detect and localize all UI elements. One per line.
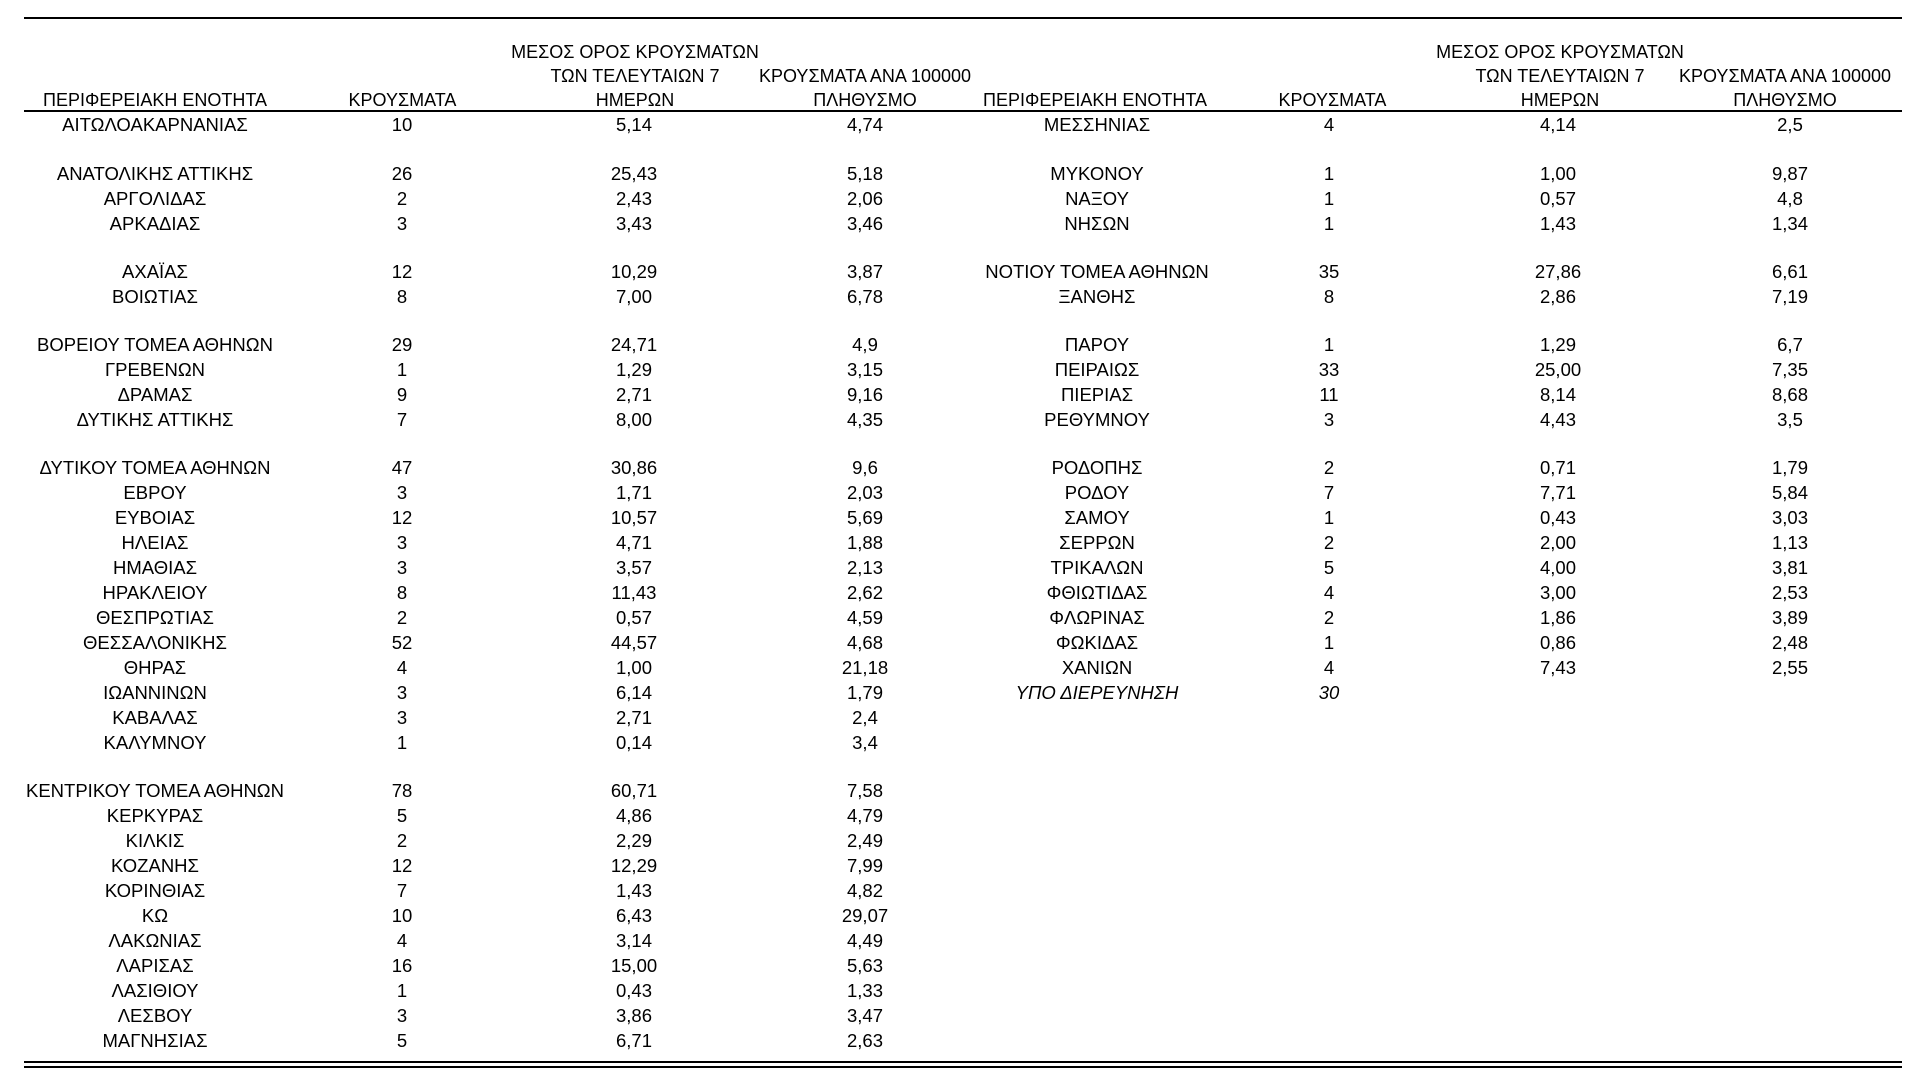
table-cell-region: ΑΙΤΩΛΟΑΚΑΡΝΑΝΙΑΣ <box>62 114 248 135</box>
table-cell-per100k: 2,49 <box>846 830 884 851</box>
header-per100k-line1: ΚΡΟΥΣΜΑΤΑ ΑΝΑ 100000 <box>1679 66 1891 86</box>
table-cell-region: ΑΡΓΟΛΙΔΑΣ <box>103 188 207 209</box>
table-cell-region: ΗΜΑΘΙΑΣ <box>112 557 198 578</box>
table-cell-cases: 4 <box>396 657 408 678</box>
table-cell-per100k: 6,61 <box>1771 261 1809 282</box>
table-cell-region: ΔΡΑΜΑΣ <box>117 384 193 405</box>
table-cell-per100k: 4,74 <box>846 114 884 135</box>
table-cell-per100k: 2,13 <box>846 557 884 578</box>
table-cell-per100k: 3,87 <box>846 261 884 282</box>
table-cell-per100k: 7,19 <box>1771 286 1809 307</box>
table-cell-per100k: 1,13 <box>1771 532 1809 553</box>
table-cell-cases: 7 <box>396 880 408 901</box>
table-cell-avg: 6,71 <box>615 1030 653 1051</box>
table-cell-cases: 2 <box>1323 457 1335 478</box>
table-cell-avg: 4,00 <box>1539 557 1577 578</box>
table-cell-cases: 3 <box>1323 409 1335 430</box>
table-cell-per100k: 4,35 <box>846 409 884 430</box>
table-cell-cases: 5 <box>396 1030 408 1051</box>
table-cell-per100k: 7,99 <box>846 855 884 876</box>
table-cell-region: ΡΟΔΟΥ <box>1064 482 1130 503</box>
table-cell-region: ΚΩ <box>141 905 169 926</box>
table-cell-avg: 2,43 <box>615 188 653 209</box>
table-cell-avg: 24,71 <box>610 334 658 355</box>
table-cell-region: ΑΡΚΑΔΙΑΣ <box>109 213 201 234</box>
header-avg-line2: ΤΩΝ ΤΕΛΕΥΤΑΙΩΝ 7 <box>550 66 720 86</box>
table-cell-avg: 0,71 <box>1539 457 1577 478</box>
table-cell-per100k: 7,35 <box>1771 359 1809 380</box>
table-cell-avg: 0,57 <box>615 607 653 628</box>
header-avg-right <box>1425 40 1695 112</box>
header-region-label: ΠΕΡΙΦΕΡΕΙΑΚΗ ΕΝΟΤΗΤΑ <box>982 90 1208 110</box>
table-cell-region: ΛΕΣΒΟΥ <box>117 1005 193 1026</box>
table-cell-cases: 1 <box>1323 163 1335 184</box>
table-cell-cases: 4 <box>1323 582 1335 603</box>
table-cell-cases: 2 <box>396 188 408 209</box>
table-cell-region: ΘΗΡΑΣ <box>123 657 187 678</box>
table-cell-avg: 15,00 <box>610 955 658 976</box>
table-cell-avg: 7,71 <box>1539 482 1577 503</box>
table-cell-cases: 1 <box>1323 213 1335 234</box>
table-cell-cases: 3 <box>396 707 408 728</box>
table-cell-region: ΙΩΑΝΝΙΝΩΝ <box>103 682 207 703</box>
table-cell-region: ΜΕΣΣΗΝΙΑΣ <box>1043 114 1151 135</box>
table-cell-avg: 1,00 <box>1539 163 1577 184</box>
table-cell-per100k: 1,34 <box>1771 213 1809 234</box>
table-cell-avg: 1,71 <box>615 482 653 503</box>
table-cell-region: ΚΙΛΚΙΣ <box>125 830 185 851</box>
table-cell-cases: 10 <box>391 114 413 135</box>
table-cell-avg: 25,43 <box>610 163 658 184</box>
table-cell-cases: 3 <box>396 482 408 503</box>
table-cell-per100k: 1,79 <box>846 682 884 703</box>
table-cell-avg: 0,43 <box>1539 507 1577 528</box>
table-cell-per100k: 3,47 <box>846 1005 884 1026</box>
table-cell-region: ΑΝΑΤΟΛΙΚΗΣ ΑΤΤΙΚΗΣ <box>56 163 254 184</box>
table-cell-region: ΦΛΩΡΙΝΑΣ <box>1049 607 1145 628</box>
table-cell-cases: 1 <box>396 359 408 380</box>
table-cell-avg: 1,86 <box>1539 607 1577 628</box>
table-cell-region: ΛΑΡΙΣΑΣ <box>116 955 194 976</box>
table-cell-region: ΡΕΘΥΜΝΟΥ <box>1044 409 1150 430</box>
table-cell-region: ΚΑΛΥΜΝΟΥ <box>103 732 207 753</box>
header-region-left <box>30 88 280 112</box>
table-cell-cases: 1 <box>1323 632 1335 653</box>
table-cell-cases: 3 <box>396 532 408 553</box>
table-cell-per100k: 2,03 <box>846 482 884 503</box>
table-cell-cases: 3 <box>396 557 408 578</box>
table-cell-per100k: 4,49 <box>846 930 884 951</box>
table-cell-avg: 1,29 <box>1539 334 1577 355</box>
table-cell-cases: 47 <box>391 457 413 478</box>
table-cell-per100k: 4,79 <box>846 805 884 826</box>
table-cell-avg: 2,86 <box>1539 286 1577 307</box>
table-cell-cases: 2 <box>1323 532 1335 553</box>
table-cell-region: ΡΟΔΟΠΗΣ <box>1051 457 1143 478</box>
table-cell-cases: 4 <box>396 930 408 951</box>
table-cell-region: ΑΧΑΪΑΣ <box>122 261 188 282</box>
table-cell-region: ΝΗΣΩΝ <box>1064 213 1130 234</box>
table-cell-region: ΘΕΣΠΡΩΤΙΑΣ <box>96 607 214 628</box>
table-cell-avg: 1,00 <box>615 657 653 678</box>
table-cell-per100k: 21,18 <box>841 657 889 678</box>
table-cell-avg: 44,57 <box>610 632 658 653</box>
header-cases-label: ΚΡΟΥΣΜΑΤΑ <box>1278 90 1387 110</box>
table-cell-per100k: 7,58 <box>846 780 884 801</box>
table-cell-cases: 10 <box>391 905 413 926</box>
table-cell-avg: 8,14 <box>1539 384 1577 405</box>
table-cell-per100k: 3,81 <box>1771 557 1809 578</box>
table-cell-avg: 10,57 <box>610 507 658 528</box>
table-cell-cases: 3 <box>396 213 408 234</box>
table-cell-avg: 3,43 <box>615 213 653 234</box>
header-avg-line3: ΗΜΕΡΩΝ <box>1520 90 1600 110</box>
table-cell-region: ΛΑΣΙΘΙΟΥ <box>111 980 199 1001</box>
table-cell-region: ΚΟΖΑΝΗΣ <box>111 855 199 876</box>
table-cell-cases: 1 <box>396 980 408 1001</box>
table-cell-cases: 3 <box>396 1005 408 1026</box>
table-cell-region: ΣΕΡΡΩΝ <box>1059 532 1135 553</box>
table-cell-cases: 5 <box>396 805 408 826</box>
header-avg-line1: ΜΕΣΟΣ ΟΡΟΣ ΚΡΟΥΣΜΑΤΩΝ <box>1436 42 1684 62</box>
table-cell-cases: 2 <box>1323 607 1335 628</box>
table-cell-cases: 29 <box>391 334 413 355</box>
header-per100k-line2: ΠΛΗΘΥΣΜΟ <box>1733 90 1837 110</box>
table-cell-cases: 12 <box>391 261 413 282</box>
header-region-right <box>970 88 1220 112</box>
table-cell-region: ΚΕΝΤΡΙΚΟΥ ΤΟΜΕΑ ΑΘΗΝΩΝ <box>26 780 284 801</box>
table-cell-avg: 3,57 <box>615 557 653 578</box>
table-cell-avg: 25,00 <box>1534 359 1582 380</box>
table-cell-region: ΔΥΤΙΚΗΣ ΑΤΤΙΚΗΣ <box>76 409 234 430</box>
table-cell-per100k: 5,18 <box>846 163 884 184</box>
table-cell-avg: 1,29 <box>615 359 653 380</box>
table-cell-per100k: 4,9 <box>852 334 878 355</box>
table-cell-cases: 1 <box>1323 334 1335 355</box>
table-cell-region: ΜΥΚΟΝΟΥ <box>1050 163 1144 184</box>
table-cell-avg: 27,86 <box>1534 261 1582 282</box>
table-cell-region: ΦΩΚΙΔΑΣ <box>1055 632 1139 653</box>
table-cell-avg: 3,86 <box>615 1005 653 1026</box>
table-cell-per100k: 3,4 <box>852 732 878 753</box>
table-cell-per100k: 3,15 <box>846 359 884 380</box>
header-region-label: ΠΕΡΙΦΕΡΕΙΑΚΗ ΕΝΟΤΗΤΑ <box>42 90 268 110</box>
table-cell-per100k: 2,48 <box>1771 632 1809 653</box>
table-cell-region: ΚΟΡΙΝΘΙΑΣ <box>104 880 206 901</box>
table-cell-cases: 12 <box>391 507 413 528</box>
table-cell-avg: 12,29 <box>610 855 658 876</box>
table-cell-region: ΚΕΡΚΥΡΑΣ <box>106 805 204 826</box>
table-cell-per100k: 8,68 <box>1771 384 1809 405</box>
table-cell-region: ΔΥΤΙΚΟΥ ΤΟΜΕΑ ΑΘΗΝΩΝ <box>39 457 271 478</box>
table-cell-avg: 60,71 <box>610 780 658 801</box>
table-cell-per100k: 2,06 <box>846 188 884 209</box>
table-cell-cases: 2 <box>396 607 408 628</box>
table-cell-region: ΘΕΣΣΑΛΟΝΙΚΗΣ <box>83 632 227 653</box>
table-cell-avg: 6,43 <box>615 905 653 926</box>
table-cell-avg: 4,86 <box>615 805 653 826</box>
table-cell-avg: 10,29 <box>610 261 658 282</box>
table-cell-region: ΛΑΚΩΝΙΑΣ <box>108 930 202 951</box>
table-cell-per100k: 3,5 <box>1777 409 1803 430</box>
header-per100k-right <box>1660 64 1910 112</box>
table-cell-per100k: 4,59 <box>846 607 884 628</box>
table-cell-per100k: 9,6 <box>852 457 878 478</box>
table-cell-cases: 7 <box>396 409 408 430</box>
table-cell-avg: 0,14 <box>615 732 653 753</box>
table-cell-region: ΝΑΞΟΥ <box>1065 188 1129 209</box>
table-cell-avg: 8,00 <box>615 409 653 430</box>
table-cell-cases: 52 <box>391 632 413 653</box>
table-cell-per100k: 2,63 <box>846 1030 884 1051</box>
table-cell-cases: 1 <box>1323 188 1335 209</box>
table-cell-avg: 6,14 <box>615 682 653 703</box>
table-cell-cases: 12 <box>391 855 413 876</box>
table-cell-cases: 3 <box>396 682 408 703</box>
table-cell-avg: 7,43 <box>1539 657 1577 678</box>
table-cell-region: ΝΟΤΙΟΥ ΤΟΜΕΑ ΑΘΗΝΩΝ <box>985 261 1209 282</box>
table-cell-avg: 0,43 <box>615 980 653 1001</box>
table-cell-cases: 1 <box>396 732 408 753</box>
table-cell-region: ΗΡΑΚΛΕΙΟΥ <box>102 582 208 603</box>
header-avg-left <box>500 40 770 112</box>
header-cases-left <box>320 88 485 112</box>
table-cell-avg: 5,14 <box>615 114 653 135</box>
table-cell-region: ΣΑΜΟΥ <box>1064 507 1130 528</box>
table-cell-per100k: 2,55 <box>1771 657 1809 678</box>
table-cell-avg: 7,00 <box>615 286 653 307</box>
table-cell-region: ΕΒΡΟΥ <box>123 482 187 503</box>
table-cell-per100k: 9,16 <box>846 384 884 405</box>
table-cell-cases: 5 <box>1323 557 1335 578</box>
table-cell-region: ΕΥΒΟΙΑΣ <box>114 507 196 528</box>
table-cell-cases: 35 <box>1318 261 1340 282</box>
table-cell-per100k: 5,63 <box>846 955 884 976</box>
table-cell-per100k: 6,78 <box>846 286 884 307</box>
table-cell-cases: 26 <box>391 163 413 184</box>
table-cell-per100k: 6,7 <box>1777 334 1803 355</box>
table-cell-per100k: 4,68 <box>846 632 884 653</box>
table-cell-cases: 33 <box>1318 359 1340 380</box>
table-cell-cases: 2 <box>396 830 408 851</box>
table-cell-per100k: 9,87 <box>1771 163 1809 184</box>
table-cell-per100k: 4,82 <box>846 880 884 901</box>
table-cell-per100k: 1,88 <box>846 532 884 553</box>
table-cell-cases: 16 <box>391 955 413 976</box>
table-cell-per100k: 3,46 <box>846 213 884 234</box>
table-cell-region: ΠΕΙΡΑΙΩΣ <box>1054 359 1140 380</box>
header-cases-label: ΚΡΟΥΣΜΑΤΑ <box>348 90 457 110</box>
table-cell-cases: 4 <box>1323 657 1335 678</box>
header-per100k-line2: ΠΛΗΘΥΣΜΟ <box>813 90 917 110</box>
table-cell-region: ΞΑΝΘΗΣ <box>1058 286 1136 307</box>
table-cell-avg: 4,43 <box>1539 409 1577 430</box>
table-cell-region: ΓΡΕΒΕΝΩΝ <box>104 359 206 380</box>
table-cell-region: ΤΡΙΚΑΛΩΝ <box>1050 557 1144 578</box>
table-cell-avg: 2,71 <box>615 384 653 405</box>
table-cell-avg: 3,00 <box>1539 582 1577 603</box>
table-cell-avg: 1,43 <box>1539 213 1577 234</box>
table-cell-cases: 30 <box>1318 682 1340 703</box>
header-per100k-left <box>740 64 990 112</box>
table-cell-avg: 4,14 <box>1539 114 1577 135</box>
table-cell-per100k: 2,53 <box>1771 582 1809 603</box>
table-cell-per100k: 5,69 <box>846 507 884 528</box>
table-cell-cases: 11 <box>1319 384 1339 405</box>
bottom-rule-2 <box>24 1066 1902 1068</box>
table-cell-region: ΦΘΙΩΤΙΔΑΣ <box>1046 582 1148 603</box>
table-cell-region: ΒΟΙΩΤΙΑΣ <box>112 286 198 307</box>
table-cell-avg: 0,57 <box>1539 188 1577 209</box>
table-cell-per100k: 4,8 <box>1777 188 1803 209</box>
table-cell-per100k: 29,07 <box>841 905 889 926</box>
table-cell-cases: 78 <box>391 780 413 801</box>
header-avg-line3: ΗΜΕΡΩΝ <box>595 90 675 110</box>
table-cell-per100k: 3,89 <box>1771 607 1809 628</box>
table-cell-region: ΒΟΡΕΙΟΥ ΤΟΜΕΑ ΑΘΗΝΩΝ <box>37 334 273 355</box>
table-cell-cases: 7 <box>1323 482 1335 503</box>
table-cell-per100k: 2,62 <box>846 582 884 603</box>
table-cell-avg: 3,14 <box>615 930 653 951</box>
table-cell-cases: 8 <box>396 582 408 603</box>
table-cell-cases: 8 <box>1323 286 1335 307</box>
table-cell-avg: 2,71 <box>615 707 653 728</box>
header-avg-line1: ΜΕΣΟΣ ΟΡΟΣ ΚΡΟΥΣΜΑΤΩΝ <box>511 42 759 62</box>
table-cell-avg: 2,29 <box>615 830 653 851</box>
table-cell-region: ΚΑΒΑΛΑΣ <box>112 707 198 728</box>
header-avg-line2: ΤΩΝ ΤΕΛΕΥΤΑΙΩΝ 7 <box>1475 66 1645 86</box>
table-cell-region: ΠΙΕΡΙΑΣ <box>1060 384 1134 405</box>
table-cell-region: ΠΑΡΟΥ <box>1064 334 1130 355</box>
table-cell-avg: 2,00 <box>1539 532 1577 553</box>
table-cell-cases: 8 <box>396 286 408 307</box>
table-cell-per100k: 5,84 <box>1771 482 1809 503</box>
table-cell-avg: 4,71 <box>615 532 653 553</box>
header-cases-right <box>1250 88 1415 112</box>
table-cell-avg: 30,86 <box>610 457 658 478</box>
table-cell-avg: 11,43 <box>611 582 657 603</box>
top-rule <box>24 17 1902 19</box>
table-cell-avg: 0,86 <box>1539 632 1577 653</box>
table-cell-per100k: 2,4 <box>852 707 878 728</box>
table-cell-cases: 4 <box>1323 114 1335 135</box>
table-cell-per100k: 1,33 <box>846 980 884 1001</box>
table-cell-cases: 1 <box>1323 507 1335 528</box>
table-cell-region: ΧΑΝΙΩΝ <box>1061 657 1133 678</box>
table-cell-region: ΥΠΟ ΔΙΕΡΕΥΝΗΣΗ <box>1015 682 1179 703</box>
bottom-rule-1 <box>24 1061 1902 1063</box>
table-cell-per100k: 2,5 <box>1777 114 1803 135</box>
table-cell-region: ΜΑΓΝΗΣΙΑΣ <box>102 1030 208 1051</box>
table-cell-avg: 1,43 <box>615 880 653 901</box>
header-per100k-line1: ΚΡΟΥΣΜΑΤΑ ΑΝΑ 100000 <box>759 66 971 86</box>
table-cell-per100k: 1,79 <box>1771 457 1809 478</box>
table-cell-region: ΗΛΕΙΑΣ <box>121 532 189 553</box>
table-cell-per100k: 3,03 <box>1771 507 1809 528</box>
table-cell-cases: 9 <box>396 384 408 405</box>
